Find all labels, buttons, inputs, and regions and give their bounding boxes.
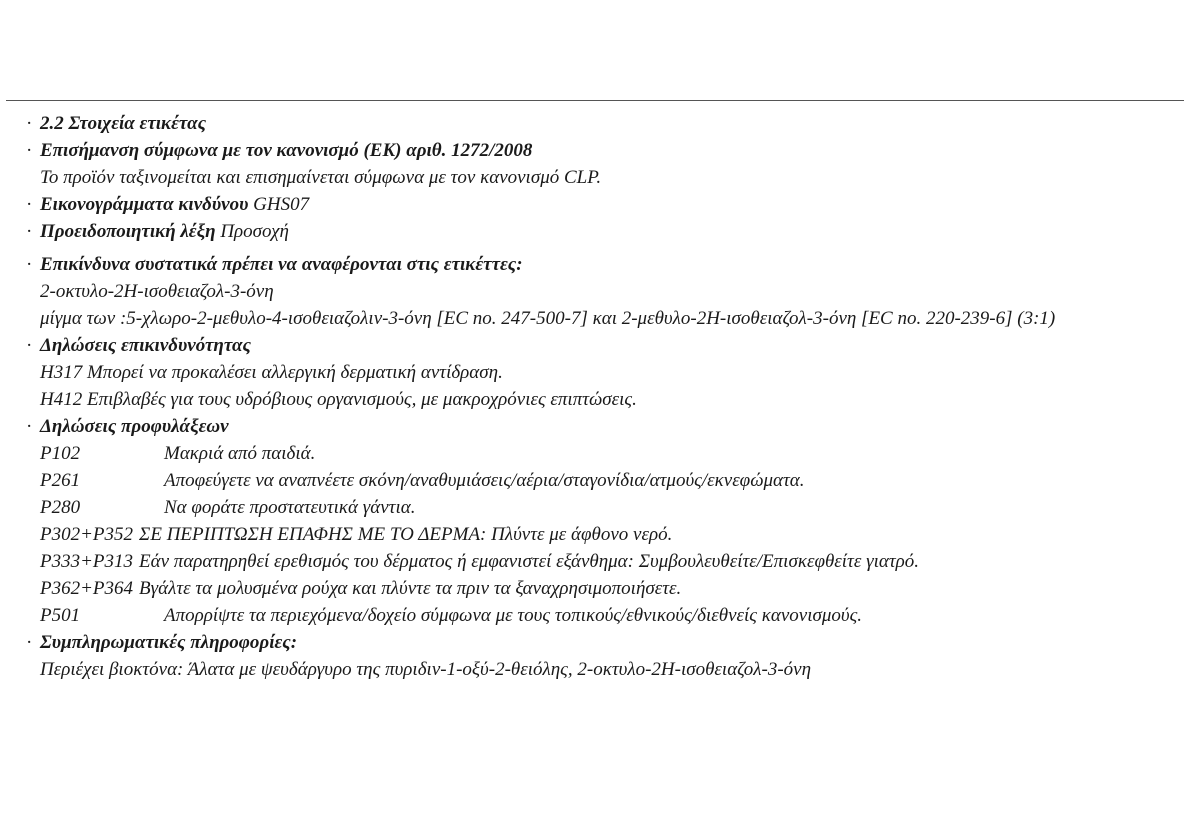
precautionary-item — [26, 494, 1192, 521]
precautionary-text: Μακριά από παιδιά. — [164, 443, 316, 464]
hazardous-component-item — [26, 278, 1192, 305]
hazard-statement-text: H317 Μπορεί να προκαλέσει αλλεργική δερματική αντίδραση. — [40, 362, 503, 383]
pictograms-label: Εικονογράμματα κινδύνου — [40, 194, 249, 215]
precautionary-heading: Δηλώσεις προφυλάξεων — [40, 416, 229, 437]
hazard-statement-item — [26, 386, 1192, 413]
supplementary-heading: Συμπληρωματικές πληροφορίες: — [40, 632, 298, 653]
precautionary-text: Αποφεύγετε να αναπνέετε σκόνη/αναθυμιάσεις/αέρια/σταγονίδια/ατμούς/εκνεφώματα. — [164, 470, 805, 491]
precautionary-text: Να φοράτε προστατευτικά γάντια. — [164, 497, 416, 518]
precautionary-text: Απορρίψτε τα περιεχόμενα/δοχείο σύμφωνα με τους τοπικούς/εθνικούς/διεθνείς κανονισμούς. — [164, 605, 863, 626]
hazard-statement-item — [26, 359, 1192, 386]
labelling-text-line — [26, 164, 1192, 191]
bullet: · — [26, 113, 33, 134]
bullet: · — [26, 221, 33, 242]
hazardous-component-text: μίγμα των :5-χλωρο-2-μεθυλο-4-ισοθειαζολιν-3-όνη [EC no. 247-500-7] και 2-μεθυλο-2Η-ισοθειαζολ-3-όνη [EC no. 220-239-6] (3:1) — [40, 308, 1056, 329]
bullet: · — [26, 335, 33, 356]
bullet: · — [26, 194, 33, 215]
section-title-line — [26, 110, 1192, 137]
precautionary-code: P261 — [40, 470, 81, 491]
precautionary-heading-line — [26, 413, 1192, 440]
precautionary-code: P333+P313 — [40, 551, 134, 572]
pictograms-line — [26, 191, 1192, 218]
signal-word-value: Προσοχή — [220, 221, 289, 242]
precautionary-item — [26, 440, 1192, 467]
precautionary-code: P102 — [40, 443, 81, 464]
precautionary-item — [26, 602, 1192, 629]
precautionary-code: P280 — [40, 497, 81, 518]
precautionary-item — [26, 467, 1192, 494]
top-divider — [6, 100, 1184, 101]
labelling-heading-line — [26, 137, 1192, 164]
pictograms-value: GHS07 — [253, 194, 310, 215]
precautionary-code: P362+P364 — [40, 578, 134, 599]
hazardous-components-heading: Επικίνδυνα συστατικά πρέπει να αναφέρονται στις ετικέττες: — [40, 254, 523, 275]
bullet: · — [26, 416, 33, 437]
supplementary-text-line — [26, 656, 1192, 683]
hazard-statements-heading: Δηλώσεις επικινδυνότητας — [40, 335, 251, 356]
precautionary-text: Εάν παρατηρηθεί ερεθισμός του δέρματος ή εμφανιστεί εξάνθημα: Συμβουλευθείτε/Επισκεφθείτε γιατρό. — [139, 551, 919, 572]
labelling-heading: Επισήμανση σύμφωνα με τον κανονισμό (ΕΚ) αριθ. 1272/2008 — [40, 140, 533, 161]
precautionary-code: P501 — [40, 605, 81, 626]
hazardous-component-item — [26, 305, 1192, 332]
hazard-statements-heading-line — [26, 332, 1192, 359]
bullet: · — [26, 140, 33, 161]
section-title: 2.2 Στοιχεία ετικέτας — [40, 113, 207, 134]
precautionary-item — [26, 548, 1192, 575]
signal-word-line — [26, 218, 1192, 245]
bullet: · — [26, 632, 33, 653]
bullet: · — [26, 254, 33, 275]
precautionary-text: Βγάλτε τα μολυσμένα ρούχα και πλύντε τα πριν τα ξαναχρησιμοποιήσετε. — [139, 578, 682, 599]
precautionary-text: ΣΕ ΠΕΡΙΠΤΩΣΗ ΕΠΑΦΗΣ ΜΕ ΤΟ ΔΕΡΜΑ: Πλύντε με άφθονο νερό. — [139, 524, 673, 545]
hazardous-components-heading-line — [26, 251, 1192, 278]
labelling-text: Το προϊόν ταξινομείται και επισημαίνεται σύμφωνα με τον κανονισμό CLP. — [40, 167, 602, 188]
precautionary-code: P302+P352 — [40, 524, 134, 545]
label-elements-section — [26, 110, 1192, 683]
precautionary-item — [26, 575, 1192, 602]
supplementary-text: Περιέχει βιοκτόνα: Άλατα με ψευδάργυρο της πυριδιν-1-οξύ-2-θειόλης, 2-οκτυλο-2Η-ισοθειαζολ-3-όνη — [40, 659, 812, 680]
hazardous-component-text: 2-οκτυλο-2Η-ισοθειαζολ-3-όνη — [40, 281, 274, 302]
signal-word-label: Προειδοποιητική λέξη — [40, 221, 216, 242]
hazard-statement-text: H412 Επιβλαβές για τους υδρόβιους οργανισμούς, με μακροχρόνιες επιπτώσεις. — [40, 389, 637, 410]
supplementary-heading-line — [26, 629, 1192, 656]
precautionary-item — [26, 521, 1192, 548]
